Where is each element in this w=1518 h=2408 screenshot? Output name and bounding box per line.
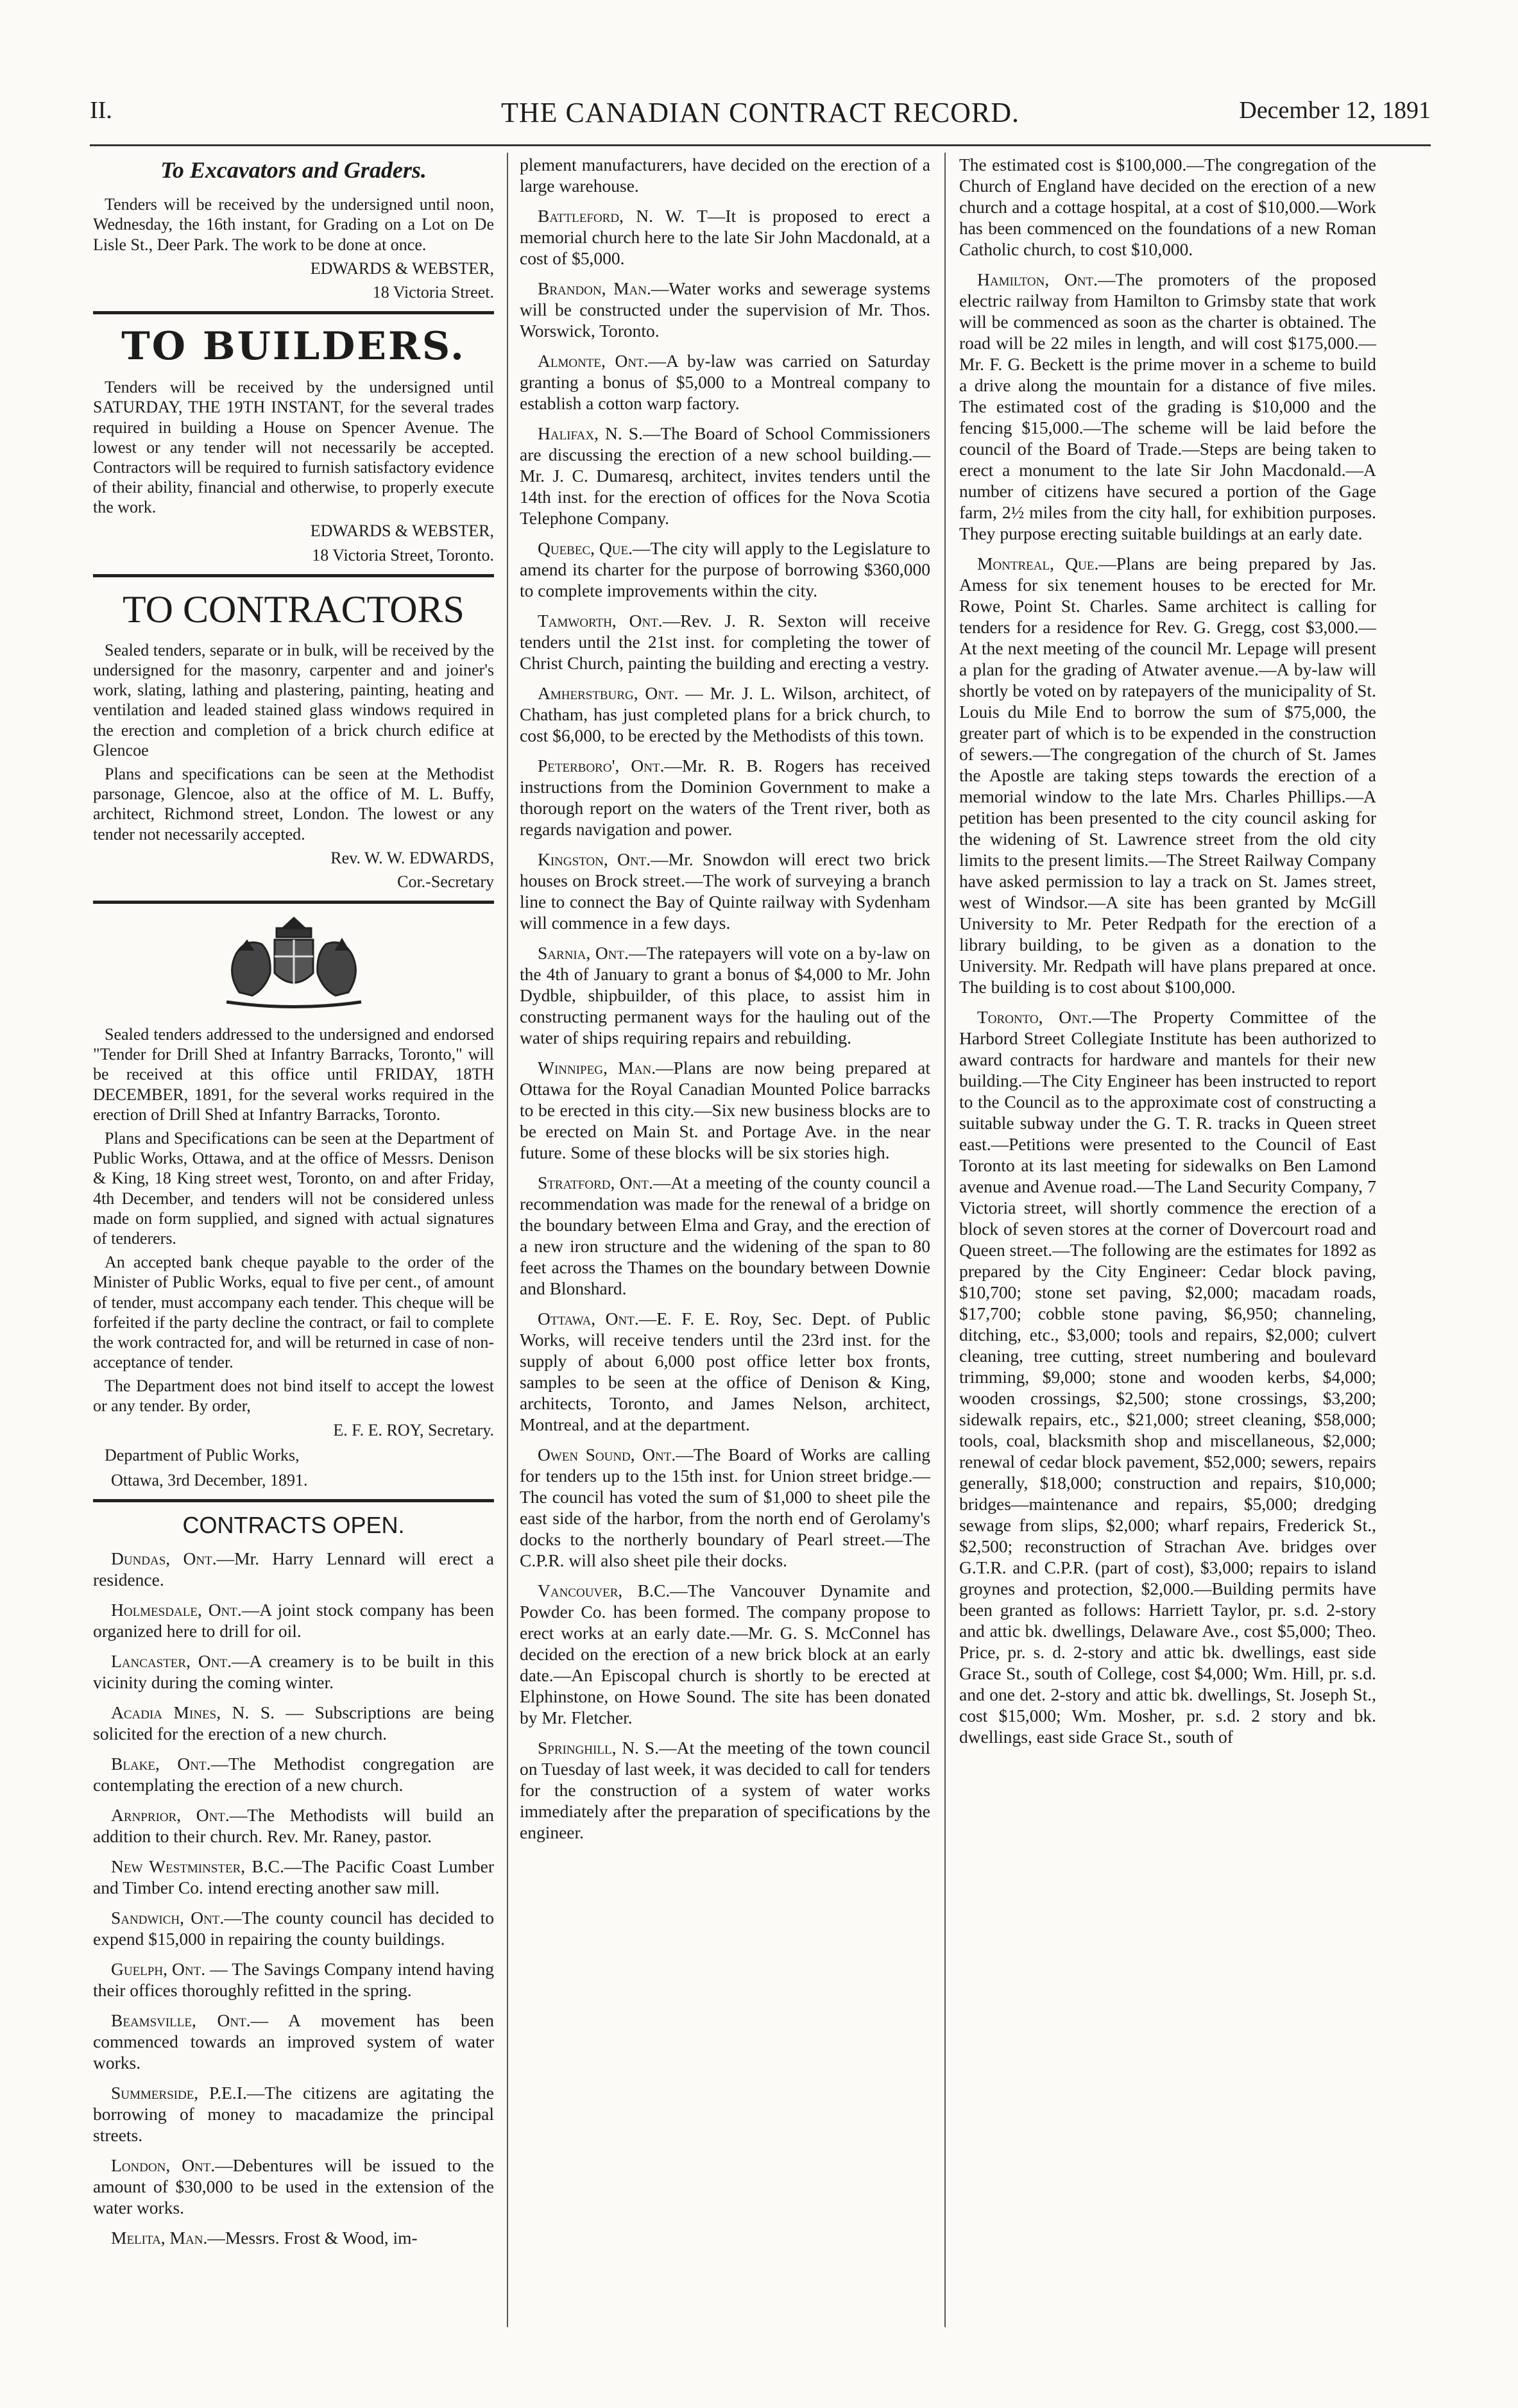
news-item (520, 154, 930, 196)
news-item (520, 683, 930, 746)
place-name: Battleford, N. W. T (538, 206, 708, 226)
news-item (93, 2010, 494, 2073)
ad-paragraph: Plans and Specifications can be seen at the Department of Public Works, Ottawa, and at the office of Messrs. Denison & King, 18 King street west, Toronto, on and after Friday, 4th December, and tenders will not be considered unless made on form supplied, and signed with actual signatures of tenderers. (93, 1129, 494, 1248)
place-name: Dundas, Ont. (111, 1548, 217, 1569)
ad-address: Cor.-Secretary (397, 872, 494, 891)
news-item (959, 154, 1376, 260)
place-name: Sarnia, Ont. (538, 943, 629, 963)
page-header (90, 96, 1431, 141)
news-item (520, 538, 930, 601)
column-rule-2 (944, 153, 946, 2327)
news-text: —At a meeting of the county council a recommendation was made for the renewal of a bridge on the boundary between Elma and Gray, and the erection of a new iron structure and the widening of the span to 80 feet across the Thames on the boundary between Downie and Blonshard. (520, 1173, 930, 1298)
ad-drill-shed (93, 1024, 494, 1490)
news-text: —At the meeting of the town council on Tuesday of last week, it was decided to call for tenders for the construction of a system of water works immediately after the preparation of specifications by the engineer. (520, 1738, 930, 1842)
divider (93, 574, 494, 577)
news-text: —The Vancouver Dynamite and Powder Co. has been formed. The company propose to erect works at an early date.—Mr. G. S. McConnel has decided on the erection of a new brick block at an early date.—An Episcopal church is shortly to be erected at Elphinstone, on Howe Sound. The site has been donated by Mr. Fletcher. (520, 1581, 930, 1727)
place-name: Toronto, Ont. (977, 1007, 1093, 1027)
news-item (520, 205, 930, 269)
news-text: — Subscriptions are being solicited for the erection of a new church. (93, 1702, 494, 1744)
news-item (520, 755, 930, 840)
news-item (520, 1737, 930, 1843)
news-text: —The Property Committee of the Harbord Street Collegiate Institute has been authorized to award contracts for hardware and mantels for their new building.—The City Engineer has been instructed to report to the Council as to the approximate cost of constructing a suitable subway under the G. T. R. tracks in Queen street east.—Petitions were presented to the Council of East Toronto at its last meeting for sidewalks on Ben Lamond avenue and Avenue road.—The Land Security Company, 7 Victoria street, will shortly commence the erection of a block of seven stores at the corner of Dovercourt road and Queen street.—The following are the estimates for 1892 as prepared by the City Engineer: Cedar block paving, $10,700; stone set paving, $2,000; macadam roads, $17,700; cobble stone paving, $6,950; channeling, ditching, etc., $3,000; tools and repairs, $2,000; culvert cleaning, tree cutting, street numbering and boulevard trimming, $9,000; stone and wooden kerbs, $4,000; wooden crossings, $2,500; stone crossings, $3,200; sidewalk repairs, etc., $21,000; street cleaning, $58,000; tools, coal, blacksmith shop and miscellaneous, $2,000; renewal of cedar block pavement, $52,000; sewers, repairs generally, $18,000; construction and repairs, $10,000; bridges—maintenance and repairs, $5,000; dredging sewage from slips, $2,000; wharf repairs, Frederick St., $2,500; reconstruction of Strachan Ave. bridges over G.T.R. and C.P.R. (part of cost), $3,000; repairs to island groynes and protection, $2,000.—Building permits have been granted as follows: Harriett Taylor, pr. s.d. 2-story and attic bk. dwellings, Delaware Ave., cost $5,000; Theo. Price, pr. s. d. 2-story and attic bk. dwellings, east side Grace St., south of College, cost $4,000; Wm. Hill, pr. s.d. and one det. 2-story and attic bk. dwellings, St. Joseph St., cost $15,000; Wm. Mosher, pr. s.d. 2 story and bk. dwellings, east side Grace St., south of (959, 1007, 1376, 1747)
news-item (93, 1856, 494, 1898)
place-name: Tamworth, Ont. (538, 611, 663, 631)
ad-builders (93, 323, 494, 565)
news-text: —E. F. E. Roy, Sec. Dept. of Public Works, will receive tenders until the 23rd inst. for the supply of about 6,000 post office letter box fronts, samples to be seen at the office of Denison & King, architects, Toronto, and James Nelson, architect, Montreal, and at the department. (520, 1309, 930, 1434)
place-name: Lancaster, Ont. (111, 1651, 232, 1672)
ad-excavators (93, 157, 494, 302)
news-text: —Debentures will be issued to the amount of $30,000 to be used in the extension of the water works. (93, 2155, 494, 2218)
place-name: Montreal, Que. (977, 554, 1099, 573)
news-text: —Mr. R. B. Rogers has received instructions from the Dominion Government to make a thorough report on the waters of the Trent river, both as regards navigation and power. (520, 756, 931, 839)
place-name: Guelph, Ont. (111, 1959, 206, 1980)
news-text: —A creamery is to be built in this vicinity during the coming winter. (93, 1651, 494, 1693)
place-name: Owen Sound, Ont. (538, 1445, 676, 1464)
place-name: Stratford, Ont. (538, 1173, 653, 1192)
place-name: Vancouver, B.C. (538, 1581, 670, 1600)
news-text: —The city will apply to the Legislature to amend its charter for the purpose of borrowing $360,000 to complete improvements within the city. (520, 538, 930, 600)
news-text: —Rev. J. R. Sexton will receive tenders until the 21st inst. for completing the tower of Christ Church, painting the building and erecting a vestry. (520, 611, 930, 673)
news-item (93, 1650, 494, 1693)
page-number: II. (90, 97, 112, 124)
news-item (93, 1958, 494, 2001)
news-text: —Messrs. Frost & Wood, im- (207, 2228, 418, 2248)
place-name: New Westminster, B.C. (111, 1856, 284, 1877)
news-item (93, 1753, 494, 1795)
news-item (93, 1804, 494, 1847)
place-name: Summerside, P.E.I. (111, 2083, 247, 2103)
place-name: Almonte, Ont. (538, 351, 649, 371)
news-item (520, 1444, 930, 1571)
column-2 (520, 154, 930, 1852)
news-text: —The citizens are agitating the borrowing of money to macadamize the principal streets. (93, 2083, 494, 2146)
news-text: —The Board of School Commissioners are discussing the erection of a new school building.—Mr. J. C. Dumaresq, architect, invites tenders until the 14th inst. for the erection of offices for the Nova Scotia Telephone Company. (520, 423, 930, 528)
news-text: — A movement has been commenced towards an improved system of water works. (93, 2010, 495, 2073)
place-name: Brandon, Man. (538, 278, 651, 298)
news-item (520, 423, 930, 529)
ad-department-date: Ottawa, 3rd December, 1891. (111, 1471, 308, 1489)
place-name: Ottawa, Ont. (538, 1309, 639, 1328)
place-name: Melita, Man. (111, 2228, 208, 2248)
news-item (959, 1006, 1376, 1747)
ad-body: Sealed tenders, separate or in bulk, will be received by the undersigned for the masonry, carpenter and and joiner's work, slating, lathing and plastering, painting, heating and ventilation and leaded stained glass windows required in the erection and completion of a brick church edifice at Glencoe (93, 640, 494, 759)
section-title: CONTRACTS OPEN. (182, 1512, 405, 1539)
ad-title: TO CONTRACTORS (123, 588, 465, 631)
column-1 (93, 154, 494, 2257)
ad-body: Plans and specifications can be seen at the Methodist parsonage, Glencoe, also at the office of M. L. Buffy, architect, Richmond street, London. The lowest or any tender not necessarily accepted. (93, 764, 494, 844)
ad-address: 18 Victoria Street. (372, 282, 494, 301)
news-item (93, 1548, 494, 1590)
news-text: —A by-law was carried on Saturday granting a bonus of $5,000 to a Montreal company to establish a cotton warp factory. (520, 351, 931, 413)
news-item (959, 553, 1376, 997)
news-item (520, 350, 930, 414)
ad-body: Tenders will be received by the undersigned until noon, Wednesday, the 16th instant, for Grading on a Lot on De Lisle St., Deer Park. The work to be done at once. (93, 195, 494, 254)
place-name: Winnipeg, Man. (538, 1058, 656, 1078)
news-item (93, 1702, 494, 1744)
ad-paragraph: The Department does not bind itself to accept the lowest or any tender. By order, (93, 1377, 494, 1416)
ad-department: Department of Public Works, (105, 1445, 300, 1464)
place-name: London, Ont. (111, 2155, 216, 2176)
ad-body: Tenders will be received by the undersigned until SATURDAY, THE 19TH INSTANT, for the several trades required in building a House on Spencer Avenue. The lowest or any tender will not necessarily be accepted. Contractors will be required to furnish satisfactory evidence of their ability, financial and otherwise, to properly execute the work. (93, 378, 494, 517)
news-text: — Mr. J. L. Wilson, architect, of Chatham, has just completed plans for a brick church, to cost $6,000, to be erected by the Methodists of this town. (520, 683, 930, 745)
divider (93, 1499, 494, 1502)
header-rule (90, 144, 1431, 146)
news-text: —The promoters of the proposed electric railway from Hamilton to Grimsby state that work will be commenced as soon as the charter is obtained. The road will be 22 miles in length, and will cost $175,000.—Mr. F. G. Beckett is the prime mover in a scheme to build a drive along the mountain for a distance of five miles. The estimated cost of the grading is $10,000 and the fencing $15,000.—The scheme will be laid before the council of the Board of Trade.—Steps are being taken to erect a monument to the late Sir John Macdonald.—A number of citizens have secured a portion of the Gage farm, 2½ miles from the city hall, for exhibition purposes. They purpose erecting suitable buildings at an early date. (959, 269, 1376, 543)
divider (93, 901, 494, 904)
place-name: Kingston, Ont. (538, 849, 651, 869)
place-name: Halifax, N. S. (538, 423, 643, 443)
news-text: —Mr. Harry Lennard will erect a residence. (93, 1548, 494, 1590)
ad-signature: EDWARDS & WEBSTER, (310, 521, 494, 541)
news-text: —Water works and sewerage systems will be constructed under the supervision of Mr. Thos. Worswick, Toronto. (520, 278, 930, 341)
news-item (93, 1599, 494, 1641)
news-text: —The county council has decided to expend $15,000 in repairing the county buildings. (93, 1908, 494, 1949)
ad-address: 18 Victoria Street, Toronto. (312, 545, 494, 564)
news-item (520, 610, 930, 674)
news-item (520, 1580, 930, 1728)
news-item (520, 1172, 930, 1299)
news-list (93, 1548, 494, 2248)
news-item (93, 2082, 494, 2146)
news-text: The estimated cost is $100,000.—The congregation of the Church of England have decided on the erection of a new church and a cottage hospital, at a cost of $10,000.—Work has been commenced on the foundations of a new Roman Catholic church, to cost $10,000. (959, 155, 1376, 259)
news-item (520, 849, 930, 933)
ad-title: To Excavators and Graders. (160, 157, 427, 183)
ad-paragraph: Sealed tenders addressed to the undersigned and endorsed "Tender for Drill Shed at Infantry Barracks, Toronto," will be received at this office until FRIDAY, 18TH DECEMBER, 1891, for the several works required in the erection of Drill Shed at Infantry Barracks, Toronto. (93, 1025, 494, 1124)
news-text: —The ratepayers will vote on a by-law on the 4th of January to grant a bonus of $4,000 to Mr. John Dydble, shipbuilder, of this place, to assist him in constructing permanent ways for the hauling out of the water of ships requiring repairs and rebuilding. (520, 943, 930, 1047)
news-text: — The Savings Company intend having their offices thoroughly refitted in the spring. (93, 1959, 494, 2001)
place-name: Beamsville, Ont. (111, 2010, 251, 2031)
place-name: Springhill, N. S. (538, 1738, 660, 1758)
news-item (93, 1907, 494, 1949)
news-text: —A joint stock company has been organized here to drill for oil. (93, 1600, 494, 1641)
news-text: —Plans are being prepared by Jas. Amess for six tenement houses to be erected for Mr. Rowe, Point St. Charles. Same architect is calling for tenders for a residence for Rev. G. Gregg, cost $3,000.—At the next meeting of the council Mr. Lepage will present a plan for the grading of Atwater avenue.—A by-law will shortly be voted on by ratepayers of the municipality of St. Louis du Mile End to borrow the sum of $75,000, the greater part of which is to be expended in the construction of sewers.—The congregation of the church of St. James the Apostle are taking steps towards the erection of a memorial window to the late Mrs. Charles Phillips.—A petition has been presented to the city council asking for the widening of St. Lawrence street from the old city limits to the present limits.—The Street Railway Company have asked permission to lay a track on St. James street, west of Windsor.—A site has been granted by McGill University to Mr. Peter Redpath for the erection of a library building, to be given as a donation to the University. Mr. Redpath will have plans prepared at once. The building is to cost about $100,000. (959, 554, 1376, 997)
news-item (520, 942, 930, 1048)
news-text: plement manufacturers, have decided on the erection of a large warehouse. (520, 155, 930, 196)
place-name: Acadia Mines, N. S. (111, 1702, 275, 1723)
news-text: —Plans are now being prepared at Ottawa for the Royal Canadian Mounted Police barracks to be erected in this city.—Six new business blocks are to be erected on Main St. and Portage Ave. in the near future. Some of these blocks will be six stories high. (520, 1058, 930, 1162)
news-text: —The Pacific Coast Lumber and Timber Co. intend erecting another saw mill. (93, 1856, 495, 1898)
royal-coat-of-arms-icon (93, 915, 494, 1012)
news-text: —It is proposed to erect a memorial church here to the late Sir John Macdonald, at a cost of $5,000. (520, 206, 930, 268)
news-item (959, 269, 1376, 544)
ad-paragraph: An accepted bank cheque payable to the order of the Minister of Public Works, equal to five per cent., of amount of tender, must accompany each tender. This cheque will be forfeited if the party decline the contract, or fail to complete the work contracted for, and will be returned in case of non-acceptance of tender. (93, 1253, 494, 1372)
ad-signature: EDWARDS & WEBSTER, (310, 259, 494, 278)
ad-title: TO BUILDERS. (121, 324, 466, 369)
place-name: Amherstburg, Ont. (538, 683, 679, 703)
place-name: Blake, Ont. (111, 1754, 211, 1774)
ad-contractors (93, 586, 494, 892)
ad-signature: Rev. W. W. EDWARDS, (330, 848, 494, 867)
news-text: —The Methodist congregation are contemplating the erection of a new church. (93, 1754, 494, 1795)
place-name: Quebec, Que. (538, 538, 633, 558)
news-text: —The Board of Works are calling for tenders up to the 15th inst. for Union street bridge.—The council has voted the sum of $1,000 to sheet pile the east side of the harbor, from the north end of Gerolamy's docks to the northerly boundary of Pearl street.—The C.P.R. will also sheet pile their docks. (520, 1445, 930, 1570)
column-rule-1 (507, 153, 508, 2327)
place-name: Sandwich, Ont. (111, 1908, 225, 1928)
ad-signature: E. F. E. ROY, Secretary. (333, 1420, 494, 1439)
news-item (520, 1308, 930, 1435)
news-text: —Mr. Snowdon will erect two brick houses on Brock street.—The work of surveying a branch line to connect the Bay of Quinte railway with Sydenham will commence in a few days. (520, 849, 931, 933)
place-name: Holmesdale, Ont. (111, 1600, 242, 1620)
place-name: Hamilton, Ont. (977, 269, 1098, 289)
news-text: —The Methodists will build an addition to their church. Rev. Mr. Raney, pastor. (93, 1805, 494, 1847)
issue-date: December 12, 1891 (1239, 97, 1431, 124)
divider (93, 311, 494, 314)
column-3 (959, 154, 1376, 1756)
news-item (520, 1057, 930, 1163)
masthead: THE CANADIAN CONTRACT RECORD. (501, 97, 1019, 128)
place-name: Peterboro', Ont. (538, 756, 665, 776)
news-item (520, 278, 930, 341)
news-item (93, 2155, 494, 2218)
place-name: Arnprior, Ont. (111, 1805, 230, 1826)
news-item (93, 2227, 494, 2248)
